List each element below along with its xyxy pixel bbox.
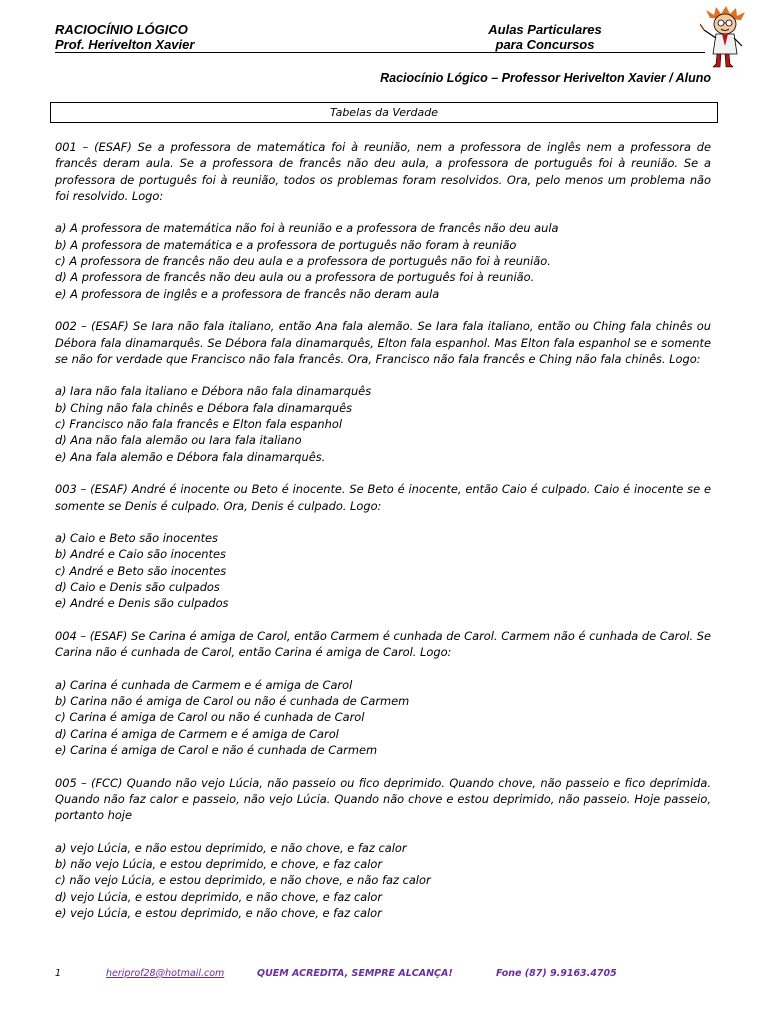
question-text: 005 – (FCC) Quando não vejo Lúcia, não passeio ou fico deprimido. Quando chove, não passeio e fico deprimida. Quando não faz calor e passeio, não vejo Lúcia. Quando não chove e estou deprimido, não passeio. Hoje passeio, portanto hoje	[55, 775, 711, 823]
answer-option: a) Caio e Beto são inocentes	[55, 531, 218, 546]
document-subtitle: Raciocínio Lógico – Professor Herivelton Xavier / Aluno	[380, 71, 711, 85]
answer-option: d) vejo Lúcia, e estou deprimido, e não chove, e faz calor	[55, 889, 383, 904]
answer-option: a) Carina é cunhada de Carmem e é amiga de Carol	[55, 677, 353, 692]
answer-option: b) não vejo Lúcia, e estou deprimido, e chove, e faz calor	[55, 857, 383, 872]
answer-option: c) não vejo Lúcia, e estou deprimido, e não chove, e não faz calor	[55, 873, 431, 888]
answer-option: c) André e Beto são inocentes	[55, 563, 227, 578]
tagline-line2: para Concursos	[495, 37, 595, 52]
header-tagline	[445, 22, 645, 52]
question-text: 004 – (ESAF) Se Carina é amiga de Carol, então Carmem é cunhada de Carol. Carmem não é cunhada de Carol. Se Carina não é cunhada de Carol, então Carina é amiga de Carol. Logo:	[55, 628, 711, 660]
answer-option: b) Carina não é amiga de Carol ou não é cunhada de Carmem	[55, 694, 410, 709]
section-title: Tabelas da Verdade	[50, 102, 718, 123]
header-course-info	[55, 22, 194, 52]
course-title: RACIOCÍNIO LÓGICO	[55, 22, 188, 37]
question-text: 001 – (ESAF) Se a professora de matemática foi à reunião, nem a professora de inglês nem a professora de francês deram aula. Se a professora de francês não deu aula, a professora de português foi à reunião. Se a professora de português foi à reunião, todos os problemas foram resolvidos. Ora, pelo menos um problema não foi resolvido. Logo:	[55, 140, 711, 203]
answer-option: d) Carina é amiga de Carmem e é amiga de Carol	[55, 726, 339, 741]
answer-option: e) A professora de inglês e a professora de francês não deram aula	[55, 286, 440, 301]
answer-option: e) André e Denis são culpados	[55, 596, 229, 611]
question-text: 002 – (ESAF) Se Iara não fala italiano, então Ana fala alemão. Se Iara fala italiano, então ou Ching fala chinês ou Débora fala dinamarquês. Se Débora fala dinamarquês, Elton fala espanhol. Mas Elton fala espanhol se e somente se não for verdade que Francisco não fala francês. Ora, Francisco não fala francês e Ching não fala chinês. Logo:	[55, 319, 711, 366]
email-link[interactable]: heriprof28@hotmail.com	[106, 968, 225, 979]
answer-option: e) vejo Lúcia, e estou deprimido, e não chove, e faz calor	[55, 905, 382, 920]
footer-phone: Fone (87) 9.9163.4705	[496, 968, 617, 979]
page-number: 1	[55, 968, 62, 979]
question-text: 003 – (ESAF) André é inocente ou Beto é inocente. Se Beto é inocente, então Caio é culpado. Caio é inocente se e somente se Denis é culpado. Ora, Denis é culpado. Logo:	[55, 482, 711, 513]
answer-option: a) A professora de matemática não foi à reunião e a professora de francês não deu aula	[55, 221, 559, 236]
answer-option: b) A professora de matemática e a professora de português não foram à reunião	[55, 237, 517, 252]
header-divider	[55, 52, 705, 53]
questions-list	[55, 139, 711, 921]
tagline-line1: Aulas Particulares	[488, 22, 602, 37]
answer-option: d) Ana não fala alemão ou Iara fala italiano	[55, 433, 302, 448]
footer-motto: QUEM ACREDITA, SEMPRE ALCANÇA!	[257, 968, 453, 979]
answer-option: a) vejo Lúcia, e não estou deprimido, e não chove, e faz calor	[55, 840, 407, 855]
answer-option: a) Iara não fala italiano e Débora não fala dinamarquês	[55, 384, 372, 399]
answer-option: d) Caio e Denis são culpados	[55, 580, 220, 595]
answer-option: c) Carina é amiga de Carol ou não é cunhada de Carol	[55, 710, 365, 725]
professor-mascot-icon	[700, 6, 752, 68]
answer-option: e) Carina é amiga de Carol e não é cunhada de Carmem	[55, 742, 378, 757]
answer-option: c) Francisco não fala francês e Elton fala espanhol	[55, 417, 342, 432]
answer-option: b) Ching não fala chinês e Débora fala dinamarquês	[55, 400, 353, 415]
answer-option: e) Ana fala alemão e Débora fala dinamarquês.	[55, 449, 326, 464]
answer-option: b) André e Caio são inocentes	[55, 547, 226, 562]
answer-option: d) A professora de francês não deu aula ou a professora de português foi à reunião.	[55, 270, 535, 285]
professor-name: Prof. Herivelton Xavier	[55, 37, 195, 52]
answer-option: c) A professora de francês não deu aula e a professora de português não foi à reunião.	[55, 254, 551, 269]
